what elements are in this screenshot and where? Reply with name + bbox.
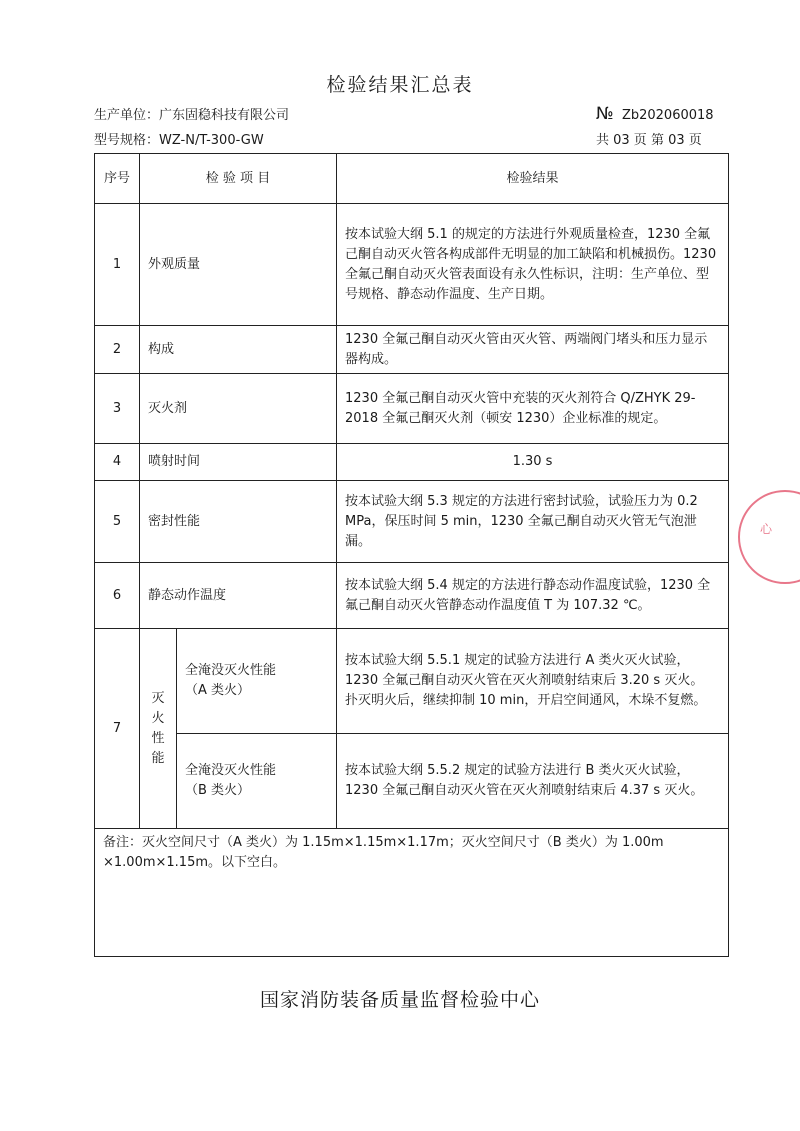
document-title: 检验结果汇总表 [326, 74, 474, 96]
row-number: 1 [95, 204, 140, 326]
row-result: 1.30 s [337, 444, 729, 481]
header-item: 检 验 项 目 [140, 154, 337, 204]
sub-result-a: 按本试验大纲 5.5.1 规定的试验方法进行 A 类火灭火试验，1230 全氟己酮自动灭火管在灭火剂喷射结束后 3.20 s 灭火。 扑灭明火后，继续抑制 10 min，开启空间通风，木垛不复燃。 [337, 629, 729, 734]
producer-line [94, 104, 289, 123]
report-number-value: Zb202060018 [621, 108, 714, 123]
table-row [95, 444, 729, 481]
table-header-row [95, 154, 729, 204]
row-number: 4 [95, 444, 140, 481]
official-seal [738, 490, 800, 584]
table-row [95, 563, 729, 629]
page-info: 共 03 页 第 03 页 [596, 133, 702, 148]
row-item: 灭火剂 [140, 374, 337, 444]
table-row [95, 204, 729, 326]
note-row [95, 829, 729, 957]
row-result: 按本试验大纲 5.1 的规定的方法进行外观质量检查，1230 全氟己酮自动灭火管各构成部件无明显的加工缺陷和机械损伤。1230 全氟己酮自动灭火管表面设有永久性标识，注明：生产单位、型号规格、静态动作温度、生产日期。 [337, 204, 729, 326]
row-item: 密封性能 [140, 481, 337, 563]
table-note: 备注：灭火空间尺寸（A 类火）为 1.15m×1.15m×1.17m；灭火空间尺寸（B 类火）为 1.00m ×1.00m×1.15m。以下空白。 [95, 829, 729, 957]
table-row [95, 734, 729, 829]
producer-value: 广东固稳科技有限公司 [159, 108, 290, 123]
report-number [596, 104, 714, 124]
row-item: 构成 [140, 326, 337, 374]
sub-item-b-line2: （B 类火） [185, 783, 251, 798]
sub-item-a [177, 629, 337, 734]
model-value: WZ-N/T-300-GW [159, 133, 264, 148]
row-result: 按本试验大纲 5.4 规定的方法进行静态动作温度试验，1230 全氟己酮自动灭火管静态动作温度值 T 为 107.32 ℃。 [337, 563, 729, 629]
number-sign: № [596, 104, 614, 124]
header-seq: 序号 [95, 154, 140, 204]
row-number: 2 [95, 326, 140, 374]
issuing-organization: 国家消防装备质量监督检验中心 [259, 989, 540, 1011]
sub-item-a-line1: 全淹没灭火性能 [185, 663, 277, 678]
row-item: 外观质量 [140, 204, 337, 326]
row-item: 静态动作温度 [140, 563, 337, 629]
seal-text: 心 [760, 522, 773, 536]
row-number: 7 [95, 629, 140, 829]
model-label: 型号规格： [94, 133, 160, 148]
model-line [94, 129, 264, 148]
row-result: 1230 全氟己酮自动灭火管由灭火管、两端阀门堵头和压力显示器构成。 [337, 326, 729, 374]
sub-item-b-line1: 全淹没灭火性能 [185, 763, 277, 778]
sub-item-a-line2: （A 类火） [185, 683, 251, 698]
group-label-text: 灭火性能 [151, 690, 165, 766]
table-row [95, 374, 729, 444]
table-row [95, 481, 729, 563]
table-row [95, 629, 729, 734]
row-number: 6 [95, 563, 140, 629]
row-group-label [140, 629, 177, 829]
sub-result-b: 按本试验大纲 5.5.2 规定的试验方法进行 B 类火灭火试验，1230 全氟己酮自动灭火管在灭火剂喷射结束后 4.37 s 灭火。 [337, 734, 729, 829]
row-number: 5 [95, 481, 140, 563]
table-row [95, 326, 729, 374]
row-result: 1230 全氟己酮自动灭火管中充装的灭火剂符合 Q/ZHYK 29-2018 全氟己酮灭火剂（顿安 1230）企业标准的规定。 [337, 374, 729, 444]
header-result: 检验结果 [337, 154, 729, 204]
row-number: 3 [95, 374, 140, 444]
producer-label: 生产单位： [94, 108, 160, 123]
sub-item-b [177, 734, 337, 829]
row-item: 喷射时间 [140, 444, 337, 481]
row-result: 按本试验大纲 5.3 规定的方法进行密封试验，试验压力为 0.2 MPa，保压时间 5 min，1230 全氟己酮自动灭火管无气泡泄漏。 [337, 481, 729, 563]
results-table [94, 153, 729, 957]
